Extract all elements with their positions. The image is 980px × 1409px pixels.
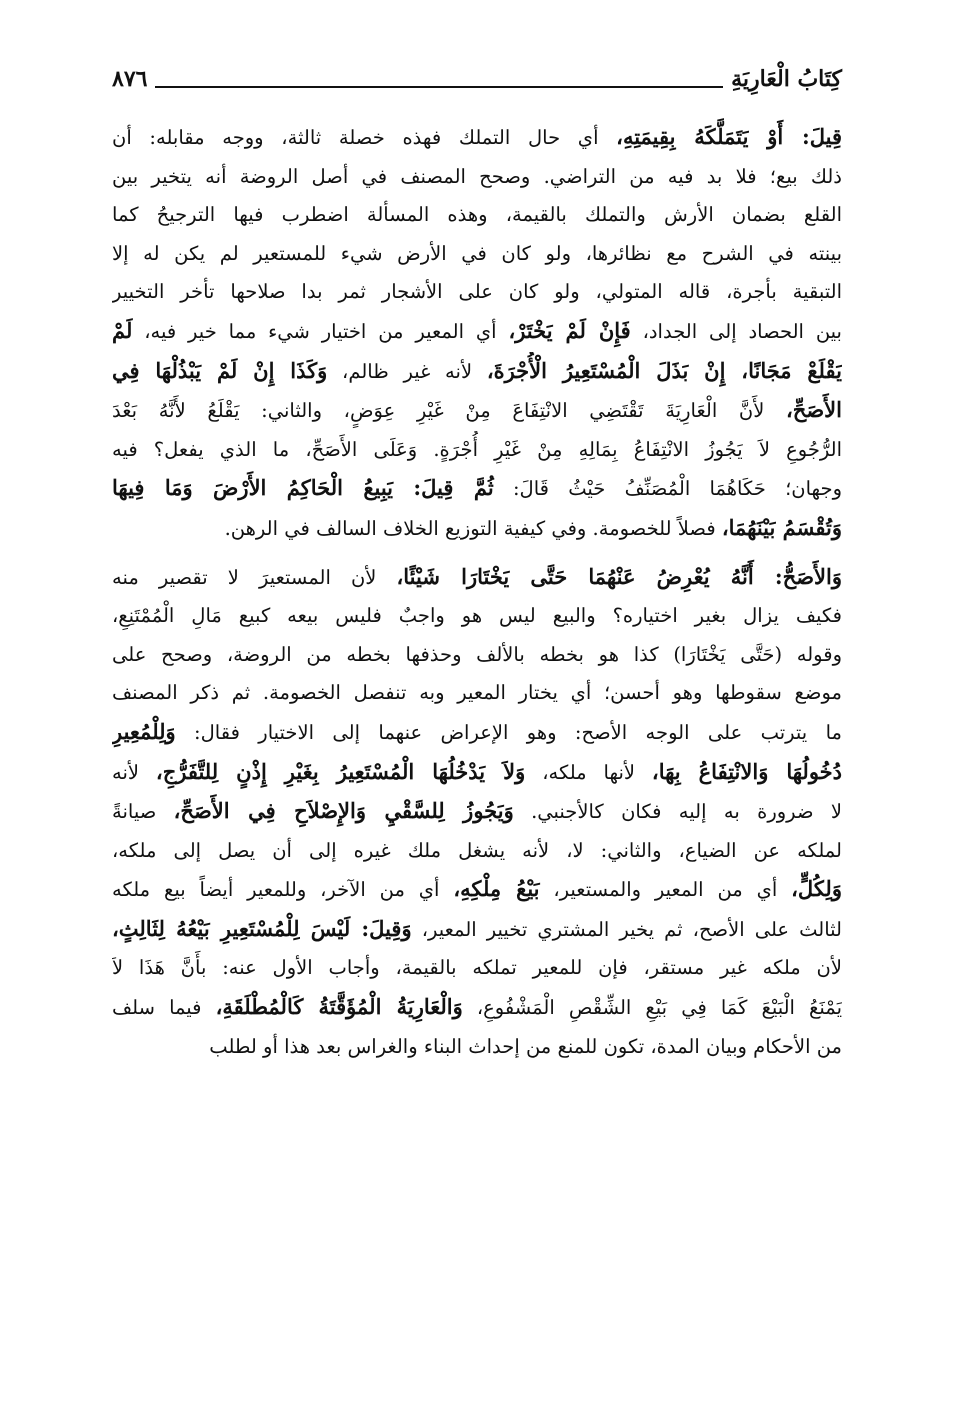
matn-text: دُخُولُهَا وَالانْتِفَاعُ بِهَا، (651, 758, 842, 784)
text-line (112, 158, 842, 197)
commentary-text: لأنها ملكه، (525, 760, 652, 784)
matn-text: وَلِكُلٍّ، (791, 876, 842, 902)
commentary-text: أي من المعير والمستعير، (539, 878, 792, 902)
text-line (112, 118, 842, 158)
matn-text: وَتُقْسَمُ بَيْنَهُمَا، (721, 514, 842, 540)
text-line (112, 352, 842, 392)
page-number: ٨٧٦ (112, 66, 148, 92)
matn-text: وَالْعَارِيَةُ الْمُؤَقَّتَةُ كَالْمُطْلَقَةِ، (215, 994, 463, 1020)
matn-text: وَقِيلَ: لَيْسَ لِلْمُسْتَعِيرِ بَيْعُهُ لِثَالِثٍ، (112, 915, 412, 941)
book-title: كِتَابُ الْعَارِيَةِ (731, 66, 842, 92)
commentary-text: فصلاً للخصومة. وفي كيفية التوزيع الخلاف السالف في الرهن. (224, 516, 722, 540)
text-line (112, 1028, 842, 1067)
paragraph (112, 558, 842, 1067)
commentary-text: لملكه عن الضياع، والثاني: لا، لأنه يشغل ملك غيره إلى أن يصل إلى ملكه، (112, 838, 842, 862)
text-line (112, 910, 842, 950)
commentary-text: صيانةً (112, 800, 174, 824)
text-line (112, 636, 842, 675)
commentary-text: وجهان؛ حَكَاهُمَا الْمُصَنِّفُ حَيْثُ قَالَ: (493, 477, 842, 501)
book-page (112, 54, 842, 1384)
commentary-text: وقوله (حَتَّى يَخْتَارَا) كذا هو بخطه بالألف وحذفها بخطه من الروضة، وصحح على (112, 642, 842, 666)
text-line (112, 558, 842, 598)
commentary-text: التبقية بأجرة، قاله المتولي، ولو كان على الأشجار ثمر بدا صلاحها تأخر التخيير (112, 280, 842, 304)
commentary-text: فيما سلف (112, 996, 216, 1020)
commentary-text: يَمْنَعُ الْبَيْعَ كَمَا فِي بَيْعِ الشِّقْصِ الْمَشْفُوعِ، (462, 996, 842, 1020)
commentary-text: فكيف يزال بغير اختياره؟ والبيع ليس هو واجبٌ فليس بيعه كبيع مَالِ الْمُمْتَنِعِ، (112, 604, 842, 628)
matn-text: لَمْ (112, 317, 133, 343)
paragraph (112, 118, 842, 549)
commentary-text: من الأحكام وبيان المدة، تكون للمنع من إحداث البناء والغراس بعد هذا أو لطلب (209, 1034, 842, 1058)
text-line (112, 391, 842, 431)
commentary-text: أي من الآخر، وللمعير أيضاً بيع ملكه (112, 878, 454, 902)
commentary-text: بين الحصاد إلى الجداد، (630, 319, 842, 343)
matn-text: الأَصَحِّ، (786, 397, 842, 423)
page-body (112, 118, 842, 1066)
commentary-text: أي حال التملك فهذه خصلة ثالثة، ووجه مقابله: أن (112, 126, 617, 149)
matn-text: قِيلَ: أَوْ يَتَمَلَّكَهُ بِقِيمَتِهِ، (616, 124, 842, 149)
text-line (112, 753, 842, 793)
commentary-text: ذلك بيع؛ فلا بد فيه من التراضي. وصحح المصنف في أصل الروضة أنه يتخير بين (112, 164, 842, 188)
commentary-text: القلع بضمان الأرش والتملك بالقيمة، وهذه المسألة اضطرب فيها الترجيحُ كما (112, 203, 842, 227)
text-line (112, 713, 842, 753)
matn-text: وَالأَصَحُّ: أَنَّهُ يُعْرِضُ عَنْهُمَا حَتَّى يَخْتَارَا شَيْئًا، (396, 563, 842, 589)
text-line (112, 273, 842, 312)
text-line (112, 469, 842, 509)
text-line (112, 312, 842, 352)
text-line (112, 988, 842, 1028)
matn-text: وَلاَ يَدْخُلُهَا الْمُسْتَعِيرُ بِغَيْرِ إِذْنٍ لِلتَّفَرُّجِ، (155, 758, 526, 784)
text-line (112, 949, 842, 988)
commentary-text: لا ضرورة به إليه فكان كالأجنبي. (513, 800, 842, 824)
text-line (112, 431, 842, 470)
text-line (112, 509, 842, 549)
text-line (112, 832, 842, 871)
matn-text: بَيْعُ مِلْكِهِ، (453, 876, 540, 902)
matn-text: وَلِلْمُعِيرِ (112, 718, 176, 744)
commentary-text: لثالث على الأصح، ثم يخير المشتري تخيير المعير، (411, 917, 842, 941)
matn-text: ثُمَّ قِيلَ: يَبِيعُ الْحَاكِمُ الأَرْضَ وَمَا فِيهَا (112, 475, 494, 501)
commentary-text: بينته في الشرح مع نظائرها، ولو كان في الأرض شيء للمستعير لم يكن له إلا (112, 241, 842, 265)
commentary-text: لأَنَّ الْعَارِيَةَ تَقْتَضِي الانْتِفَاعَ مِنْ غَيْرِ عِوَضٍ، والثاني: يَقْلَعُ لأَنَّهُ بَعْدَ (112, 399, 787, 423)
commentary-text: موضع سقوطها وهو أحسن؛ أي يختار المعير وبه تنفصل الخصومة. ثم ذكر المصنف (112, 681, 842, 705)
commentary-text: لأنه غير ظالم، (327, 359, 487, 383)
text-line (112, 196, 842, 235)
matn-text: وَكَذَا إِنْ لَمْ يَبْذُلْهَا فِي (112, 357, 328, 383)
matn-text: فَإِنْ لَمْ يَخْتَرْ، (508, 317, 631, 343)
text-line (112, 597, 842, 636)
matn-text: وَيَجُوزُ لِلسَّقْيِ وَالإِصْلاَحِ فِي الأَصَحِّ، (173, 798, 514, 824)
text-line (112, 792, 842, 832)
commentary-text: الرُّجُوعِ لاَ يَجُوزُ الانْتِفَاعُ بِمَالِهِ مِنْ غَيْرِ أُجْرَةٍ. وَعَلَى الأَصَحِّ، ما الذي يفعل؟ فيه (112, 437, 842, 461)
commentary-text: لأنه (112, 760, 156, 784)
commentary-text: لأن ملكه غير مستقر، فإن للمعير تملكه بالقيمة، وأجاب الأول عنه: بأَنَّ هَذَا لاَ (112, 956, 842, 980)
text-line (112, 870, 842, 910)
running-header (112, 54, 842, 96)
text-line (112, 235, 842, 274)
commentary-text: لأن المستعيرَ لا تقصير منه (112, 565, 397, 589)
header-rule (155, 86, 723, 88)
matn-text: يَقْلَعْ مَجَانًا، إِنْ بَذَلَ الْمُسْتَعِيرُ الْأُجْرَةَ، (486, 357, 842, 383)
commentary-text: ما يترتب على الوجه الأصح: وهو الإعراض عنهما إلى الاختيار فقال: (175, 720, 842, 744)
text-line (112, 674, 842, 713)
commentary-text: أي المعير من اختيار شيء مما خير فيه، (132, 319, 509, 343)
